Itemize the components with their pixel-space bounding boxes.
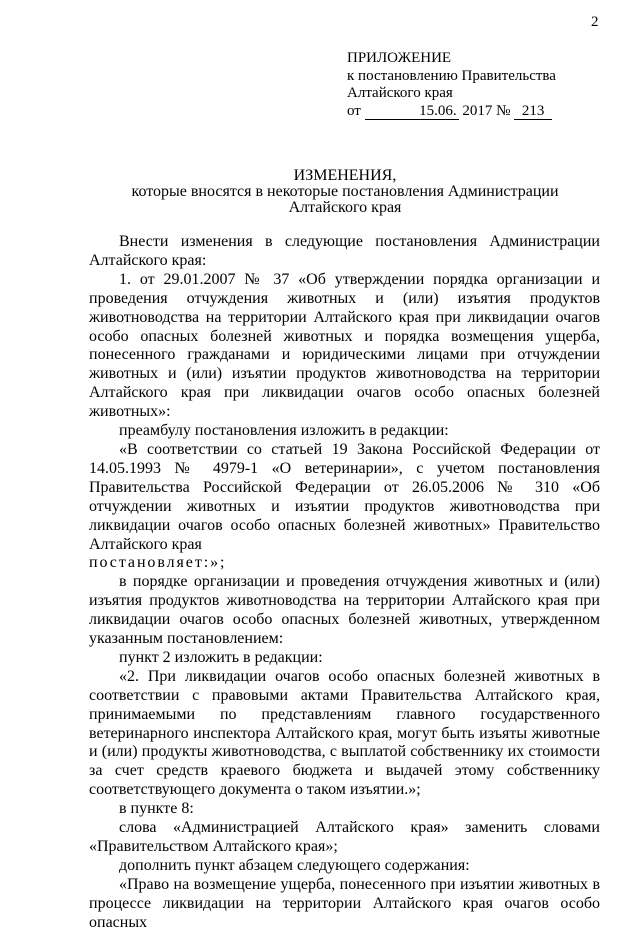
appendix-block [347, 50, 607, 120]
year: 2017 [462, 102, 493, 119]
appendix-line-2: Алтайского края [347, 85, 453, 101]
document-body [89, 233, 600, 933]
number-sign: № [496, 102, 511, 119]
heading-subtitle-2: Алтайского края [288, 199, 402, 216]
paragraph-preamble-instruction: преамбулу постановления изложить в редакции: [119, 422, 449, 440]
appendix-date-line [347, 103, 607, 121]
page-number: 2 [591, 14, 599, 30]
appendix-line-1: к постановлению Правительства [347, 67, 556, 84]
paragraph-item-1: 1. от 29.01.2007 № 37 «Об утверждении порядка организации и проведения отчуждения животных и (или) изъятия продуктов животноводства на территории Алтайского края при ликвидации очагов особо опасных болезней животных и порядка возмещения ущерба, понесенного гражданами и юридическими лицами при отчуждении животных и (или) изъятии продуктов животноводства на территории Алтайского края при ликвидации очагов особо опасных болезней животных»: [89, 270, 600, 421]
paragraph-point-8: в пункте 8: [119, 800, 194, 818]
heading-block [90, 168, 600, 216]
date-value: 15.06. [365, 104, 459, 120]
paragraph-point-2-text: «2. При ликвидации очагов особо опасных болезней животных в соответствии с правовыми актами Правительства Алтайского края, принимаемыми по представлениям главного государственного ветеринарного инспектора Алтайского края, могут быть изъяты животные и (или) продукты животноводства, с выплатой собственнику их стоимости за счет средств краевого бюджета и выдачей этому собственнику соответствующего документа о таком изъятии.»; [89, 667, 600, 799]
date-prefix: от [347, 102, 361, 119]
paragraph-words-replace: слова «Администрацией Алтайского края» заменить словами «Правительством Алтайского края»; [89, 819, 600, 855]
number-value: 213 [514, 104, 552, 120]
paragraph-decree-word: постановляет:»; [89, 554, 227, 572]
paragraph-supplement: дополнить пункт абзацем следующего содержания: [119, 856, 470, 874]
paragraph-point-2-instruction: пункт 2 изложить в редакции: [119, 648, 323, 666]
heading-title: ИЗМЕНЕНИЯ, [293, 167, 397, 184]
paragraph-procedure: в порядке организации и проведения отчуждения животных и (или) изъятия продуктов животноводства на территории Алтайского края при ликвидации очагов особо опасных болезней животных, утвержденном указанным постановлением: [89, 573, 600, 648]
heading-subtitle-1: которые вносятся в некоторые постановления Администрации [131, 183, 559, 200]
paragraph-compensation: «Право на возмещение ущерба, понесенного при изъятии животных в процессе ликвидации на территории Алтайского края очагов особо опасных [89, 875, 600, 931]
paragraph-preamble-text: «В соответствии со статьей 19 Закона Российской Федерации от 14.05.1993 № 4979-1 «О ветеринарии», с учетом постановления Правительства Российской Федерации от 26.05.2006 № 310 «Об отчуждении животных и изъятии продуктов животноводства при ликвидации очагов особо опасных болезней животных» Правительство Алтайского края [89, 440, 600, 553]
appendix-title: ПРИЛОЖЕНИЕ [347, 50, 452, 66]
paragraph-intro: Внести изменения в следующие постановления Администрации Алтайского края: [89, 233, 600, 269]
